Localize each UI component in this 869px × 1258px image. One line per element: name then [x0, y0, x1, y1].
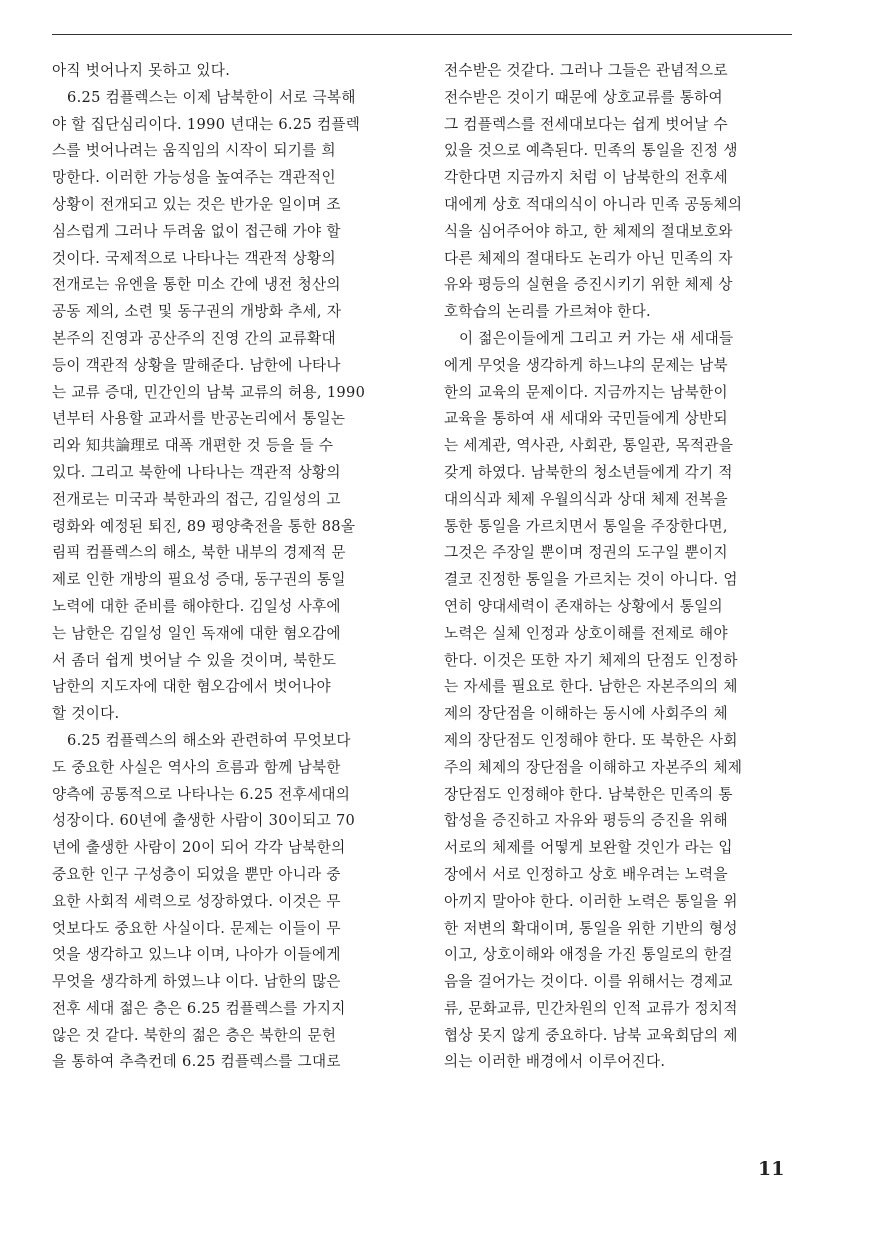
text-line: 식을 심어주어야 하고, 한 체제의 절대보호와 — [444, 222, 733, 240]
text-line: 리와 知共論理로 대폭 개편한 것 등을 들 수 — [52, 437, 334, 455]
text-line: 6.25 컴플렉스는 이제 남북한이 서로 극복해 — [67, 88, 356, 106]
text-line: 합성을 증진하고 자유와 평등의 증진을 위해 — [444, 812, 728, 830]
text-line: 공동 제의, 소련 및 동구권의 개방화 추세, 자 — [52, 303, 342, 321]
text-line: 노력에 대한 준비를 해야한다. 김일성 사후에 — [52, 597, 341, 615]
text-line: 양측에 공통적으로 나타나는 6.25 전후세대의 — [52, 785, 351, 803]
text-line: 는 세계관, 역사관, 사회관, 통일관, 목적관을 — [444, 437, 734, 455]
text-line: 있을 것으로 예측된다. 민족의 통일을 진정 생 — [444, 142, 738, 160]
text-line: 심스럽게 그러나 두려움 없이 접근해 가야 할 — [52, 222, 341, 240]
text-line: 결코 진정한 통일을 가르치는 것이 아니다. 엄 — [444, 571, 738, 589]
text-line: 엇을 생각하고 있느냐 이며, 나아가 이들에게 — [52, 946, 341, 964]
text-line: 서로의 체제를 어떻게 보완할 것인가 라는 입 — [444, 839, 733, 857]
text-line: 않은 것 같다. 북한의 젊은 층은 북한의 문헌 — [52, 1026, 337, 1044]
text-line: 제로 인한 개방의 필요성 증대, 동구권의 통일 — [52, 571, 346, 589]
text-line: 한의 교육의 문제이다. 지금까지는 남북한이 — [444, 383, 728, 401]
text-line: 엇보다도 중요한 사실이다. 문제는 이들이 무 — [52, 919, 341, 937]
text-line: 유와 평등의 실현을 증진시키기 위한 체제 상 — [444, 276, 733, 294]
text-line: 전개로는 유엔을 통한 미소 간에 냉전 청산의 — [52, 276, 341, 294]
text-line: 전개로는 미국과 북한과의 접근, 김일성의 고 — [52, 490, 341, 508]
text-line: 상황이 전개되고 있는 것은 반가운 일이며 조 — [52, 195, 341, 213]
text-line: 각한다면 지금까지 처럼 이 남북한의 전후세 — [444, 169, 728, 187]
text-line: 년에 출생한 사람이 20이 되어 각각 남북한의 — [52, 839, 346, 857]
header-rule — [52, 34, 792, 35]
text-line: 대의식과 체제 우월의식과 상대 체제 전복을 — [444, 490, 728, 508]
text-line: 본주의 진영과 공산주의 진영 간의 교류확대 — [52, 329, 336, 347]
text-line: 아끼지 말아야 한다. 이러한 노력은 통일을 위 — [444, 892, 738, 910]
text-line: 야 할 집단심리이다. 1990 년대는 6.25 컴플렉 — [52, 115, 361, 133]
text-line: 령화와 예정된 퇴진, 89 평양축전을 통한 88올 — [52, 517, 356, 535]
text-line: 을 통하여 추측컨데 6.25 컴플렉스를 그대로 — [52, 1053, 341, 1071]
text-line: 6.25 컴플렉스의 해소와 관련하여 무엇보다 — [67, 731, 351, 749]
text-line: 이고, 상호이해와 애정을 가진 통일로의 한걸 — [444, 946, 733, 964]
text-line: 협상 못지 않게 중요하다. 남북 교육회담의 제 — [444, 1026, 738, 1044]
text-line: 요한 사회적 세력으로 성장하였다. 이것은 무 — [52, 892, 341, 910]
text-line: 류, 문화교류, 민간차원의 인적 교류가 정치적 — [444, 999, 738, 1017]
text-line: 음을 걸어가는 것이다. 이를 위해서는 경제교 — [444, 973, 733, 991]
text-line: 연히 양대세력이 존재하는 상황에서 통일의 — [444, 597, 723, 615]
text-line: 전후 세대 젊은 층은 6.25 컴플렉스를 가지지 — [52, 999, 346, 1017]
text-line: 노력은 실체 인정과 상호이해를 전제로 해야 — [444, 624, 728, 642]
text-line: 무엇을 생각하게 하였느냐 이다. 남한의 많은 — [52, 973, 341, 991]
text-line: 아직 벗어나지 못하고 있다. — [52, 62, 231, 79]
text-line: 서 좀더 쉽게 벗어날 수 있을 것이며, 북한도 — [52, 651, 337, 669]
text-line: 주의 체제의 장단점을 이해하고 자본주의 체제 — [444, 758, 743, 776]
text-line: 한다. 이것은 또한 자기 체제의 단점도 인정하 — [444, 651, 738, 669]
text-line: 전수받은 것같다. 그러나 그들은 관념적으로 — [444, 62, 728, 79]
text-line: 장에서 서로 인정하고 상호 배우려는 노력을 — [444, 865, 728, 883]
text-line: 것이다. 국제적으로 나타나는 객관적 상황의 — [52, 249, 336, 267]
text-line: 는 자세를 필요로 한다. 남한은 자본주의의 체 — [444, 678, 738, 696]
text-line: 제의 장단점을 이해하는 동시에 사회주의 체 — [444, 705, 728, 723]
text-line: 그 컴플렉스를 전세대보다는 쉽게 벗어날 수 — [444, 115, 728, 133]
text-line: 다른 체제의 절대타도 논리가 아닌 민족의 자 — [444, 249, 733, 267]
text-line: 림픽 컴플렉스의 해소, 북한 내부의 경제적 문 — [52, 544, 346, 562]
text-line: 할 것이다. — [52, 705, 120, 723]
text-line: 호학습의 논리를 가르쳐야 한다. — [444, 303, 651, 321]
text-line: 한 저변의 확대이며, 통일을 위한 기반의 형성 — [444, 919, 738, 937]
text-line: 중요한 인구 구성층이 되었을 뿐만 아니라 중 — [52, 865, 341, 883]
text-line: 있다. 그리고 북한에 나타나는 객관적 상황의 — [52, 463, 341, 481]
text-line: 도 중요한 사실은 역사의 흐름과 함께 남북한 — [52, 758, 341, 776]
text-line: 년부터 사용할 교과서를 반공논리에서 통일논 — [52, 410, 346, 428]
text-line: 에게 무엇을 생각하게 하느냐의 문제는 남북 — [444, 356, 728, 374]
text-line: 는 교류 증대, 민간인의 남북 교류의 허용, 1990 — [52, 383, 366, 401]
right-column — [444, 58, 792, 1076]
text-line: 망한다. 이러한 가능성을 높여주는 객관적인 — [52, 169, 336, 187]
left-column — [52, 58, 400, 1076]
text-line: 장단점도 인정해야 한다. 남북한은 민족의 통 — [444, 785, 733, 803]
text-line: 갖게 하였다. 남북한의 청소년들에게 각기 적 — [444, 463, 733, 481]
text-line: 전수받은 것이기 때문에 상호교류를 통하여 — [444, 88, 723, 106]
text-line: 의는 이러한 배경에서 이루어진다. — [444, 1053, 666, 1071]
text-line: 등이 객관적 상황을 말해준다. 남한에 나타나 — [52, 356, 341, 374]
text-line: 그것은 주장일 뿐이며 정권의 도구일 뿐이지 — [444, 544, 728, 562]
text-line: 교육을 통하여 새 세대와 국민들에게 상반되 — [444, 410, 728, 428]
text-line: 스를 벗어나려는 움직임의 시작이 되기를 희 — [52, 142, 336, 160]
text-line: 남한의 지도자에 대한 혐오감에서 벗어나야 — [52, 678, 331, 696]
text-line: 제의 장단점도 인정해야 한다. 또 북한은 사회 — [444, 731, 738, 749]
text-line: 성장이다. 60년에 출생한 사람이 30이되고 70 — [52, 812, 356, 830]
page-number: 11 — [758, 1158, 785, 1180]
text-line: 통한 통일을 가르치면서 통일을 주장한다면, — [444, 517, 728, 535]
text-line: 대에게 상호 적대의식이 아니라 민족 공동체의 — [444, 195, 743, 213]
text-line: 이 젊은이들에게 그리고 커 가는 새 세대들 — [459, 329, 734, 347]
text-line: 는 남한은 김일성 일인 독재에 대한 혐오감에 — [52, 624, 341, 642]
